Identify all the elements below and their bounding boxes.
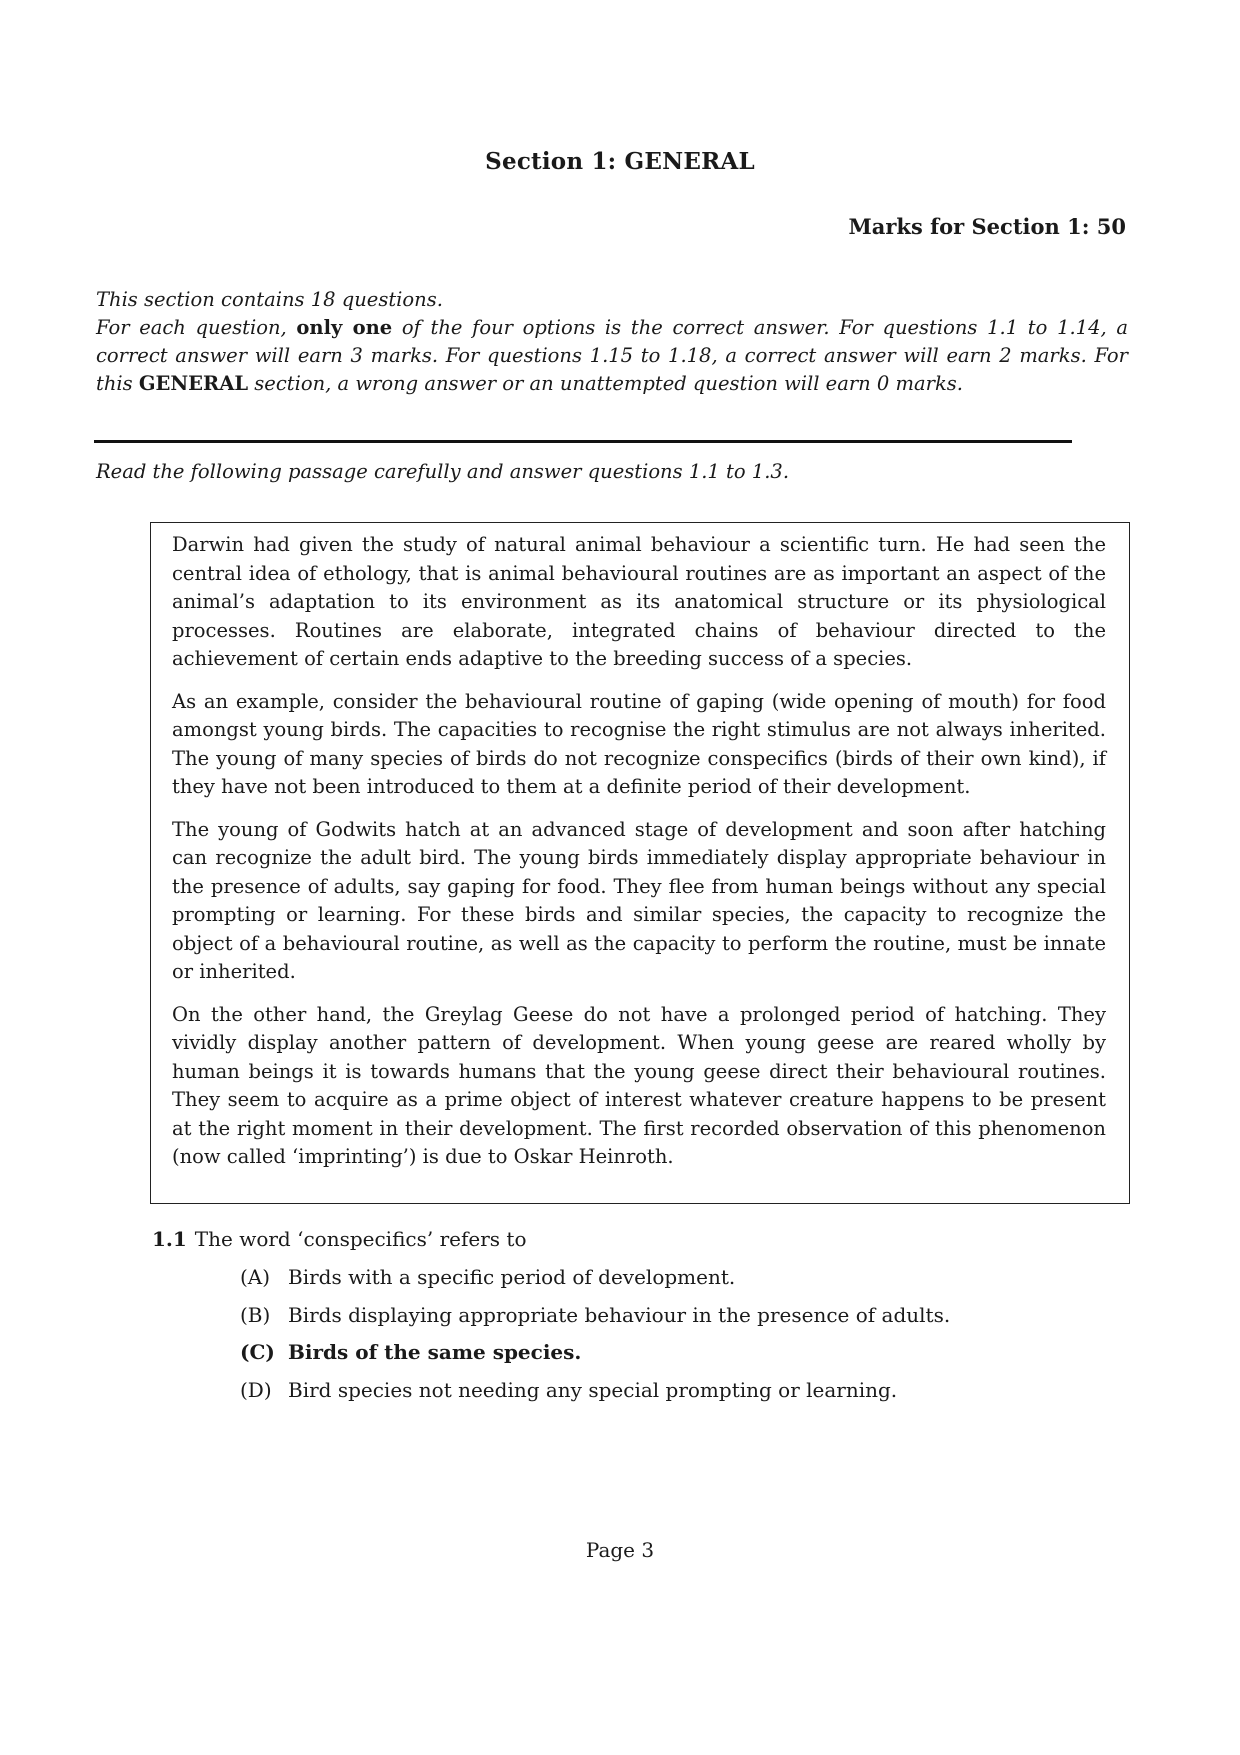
section-title: Section 1: GENERAL [485, 148, 755, 175]
option-text: Birds with a specific period of development. [288, 1265, 736, 1289]
passage-instruction: Read the following passage carefully and answer questions 1.1 to 1.3. [96, 460, 790, 483]
option-d [240, 1378, 950, 1416]
instructions-text: section, a wrong answer or an unattempted question will earn 0 marks. [248, 372, 963, 395]
instructions-question-count: This section contains 18 questions. [96, 288, 443, 311]
option-letter: (C) [240, 1340, 275, 1364]
horizontal-rule [94, 440, 1072, 443]
option-text: Birds displaying appropriate behaviour in the presence of adults. [288, 1302, 951, 1327]
instructions-emphasis-only-one: only one [296, 316, 393, 339]
option-letter: (A) [240, 1265, 271, 1289]
section-marks: Marks for Section 1: 50 [848, 214, 1126, 239]
option-letter: (D) [240, 1377, 272, 1402]
passage-paragraph: On the other hand, the Greylag Geese do not have a prolonged period of hatching. They vividly display another pattern of development. When young geese are reared wholly by human beings it is towards humans that the young geese direct their behavioural routines. They seem to acquire as a prime object of interest whatever creature happens to be present at the right moment in their development. The first recorded observation of this phenomenon (now called ‘imprinting’) is due to Oskar Heinroth. [172, 1002, 1106, 1168]
option-c-correct-answer [240, 1340, 950, 1378]
instructions-emphasis-general: GENERAL [138, 372, 249, 395]
passage-paragraph: Darwin had given the study of natural animal behaviour a scientific turn. He had seen the central idea of ethology, that is animal behavioural routines are as important an aspect of the animal’s adaptation to its environment as its anatomical structure or its physiological processes. Routines are elaborate, integrated chains of behaviour directed to the achievement of certain ends adaptive to the breeding success of a species. [172, 533, 1106, 670]
question-text: The word ‘conspecifics’ refers to [194, 1227, 527, 1251]
section-instructions [96, 286, 1128, 398]
passage-paragraph: The young of Godwits hatch at an advanced stage of development and soon after hatching can recognize the adult bird. The young birds immediately display appropriate behaviour in the presence of adults, say gaping for food. They flee from human beings without any special prompting or learning. For these birds and similar species, the capacity to recognize the object of a behavioural routine, as well as the capacity to perform the routine, must be innate or inherited. [172, 817, 1106, 983]
option-a [240, 1265, 950, 1303]
answer-options [240, 1265, 950, 1415]
instructions-text: For each question, [96, 316, 297, 339]
page-number: Page 3 [585, 1538, 655, 1562]
option-text: Birds of the same species. [288, 1340, 582, 1364]
option-letter: (B) [240, 1302, 271, 1327]
instructions-text: of the four options is the correct answer. For questions 1.1 to 1.14, a correct answer will earn 3 marks. For questions 1.15 to 1.18, a correct answer will earn 2 marks. For this [96, 316, 1128, 395]
option-text: Bird species not needing any special prompting or learning. [288, 1377, 898, 1402]
question-number: 1.1 [152, 1227, 187, 1251]
passage-paragraph: As an example, consider the behavioural routine of gaping (wide opening of mouth) for food amongst young birds. The capacities to recognise the right stimulus are not always inherited. The young of many species of birds do not recognize conspecifics (birds of their own kind), if they have not been introduced to them at a definite period of their development. [172, 689, 1106, 798]
question-stem [152, 1227, 527, 1251]
option-b [240, 1303, 950, 1341]
passage-box [150, 522, 1130, 1204]
